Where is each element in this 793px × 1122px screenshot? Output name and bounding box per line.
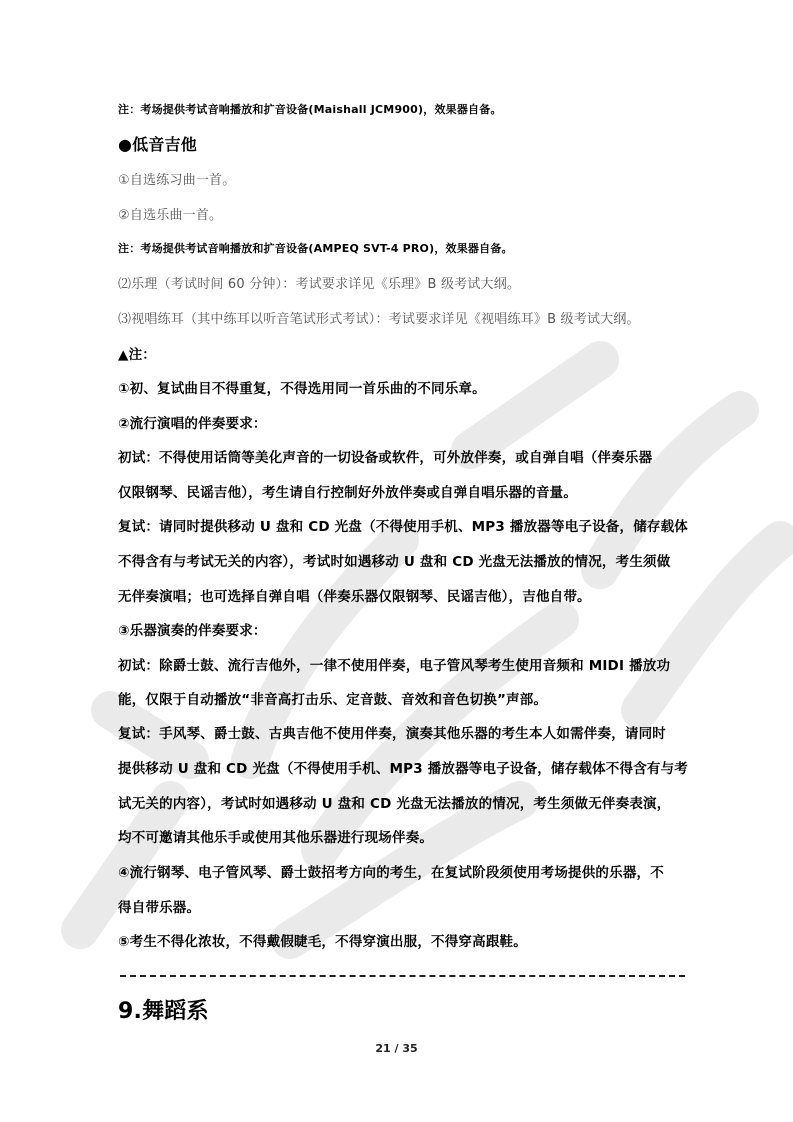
paragraph-line: 复试：请同时提供移动 U 盘和 CD 光盘（不得使用手机、MP3 播放器等电子设备，储存载体 xyxy=(118,519,688,535)
paragraph-line: ②流行演唱的伴奏要求： xyxy=(118,416,267,432)
list-item: ②自选乐曲一首。 xyxy=(118,208,223,223)
note-line: 注：考场提供考试音响播放和扩音设备(Maishall JCM900)，效果器自备。 xyxy=(118,103,502,116)
paragraph-line: 初试：不得使用话筒等美化声音的一切设备或软件，可外放伴奏，或自弹自唱（伴奏乐器 xyxy=(118,450,653,466)
paragraph-line: 仅限钢琴、民谣吉他），考生请自行控制好外放伴奏或自弹自唱乐器的音量。 xyxy=(118,485,578,501)
notes-heading: ▲注： xyxy=(118,347,156,363)
list-item: ⑵乐理（考试时间 60 分钟）：考试要求详见《乐理》B 级考试大纲。 xyxy=(118,277,521,292)
paragraph-line: 提供移动 U 盘和 CD 光盘（不得使用手机、MP3 播放器等电子设备，储存载体不得含有与考 xyxy=(118,761,688,777)
paragraph-line: 无伴奏演唱；也可选择自弹自唱（伴奏乐器仅限钢琴、民谣吉他），吉他自带。 xyxy=(118,589,591,605)
paragraph-line: 初试：除爵士鼓、流行吉他外，一律不使用伴奏，电子管风琴考生使用音频和 MIDI 播放功 xyxy=(118,658,671,674)
note-line: 注：考场提供考试音响播放和扩音设备(AMPEQ SVT-4 PRO)，效果器自备。 xyxy=(118,242,513,255)
list-item: ①自选练习曲一首。 xyxy=(118,173,236,188)
paragraph-line: ③乐器演奏的伴奏要求： xyxy=(118,623,267,639)
list-item: ⑶视唱练耳（其中练耳以听音笔试形式考试）：考试要求详见《视唱练耳》B 级考试大纲。 xyxy=(118,312,640,327)
section-subheading: ●低音吉他 xyxy=(118,135,197,154)
paragraph-line: ④流行钢琴、电子管风琴、爵士鼓招考方向的考生，在复试阶段须使用考场提供的乐器，不 xyxy=(118,865,664,881)
paragraph-line: 试无关的内容），考试时如遇移动 U 盘和 CD 光盘无法播放的情况，考生须做无伴奏表演， xyxy=(118,796,671,812)
paragraph-line: ⑤考生不得化浓妆，不得戴假睫毛，不得穿演出服，不得穿高跟鞋。 xyxy=(118,934,527,950)
page-number: 21 / 35 xyxy=(375,1042,418,1055)
paragraph-line: 均不可邀请其他乐手或使用其他乐器进行现场伴奏。 xyxy=(118,830,434,846)
paragraph-line: 不得含有与考试无关的内容），考试时如遇移动 U 盘和 CD 光盘无法播放的情况，考生须做 xyxy=(118,554,671,570)
paragraph-line: 能，仅限于自动播放“非音高打击乐、定音鼓、音效和音色切换”声部。 xyxy=(118,692,548,708)
paragraph-line: ①初、复试曲目不得重复，不得选用同一首乐曲的不同乐章。 xyxy=(118,381,486,397)
dashed-divider xyxy=(120,975,685,977)
paragraph-line: 得自带乐器。 xyxy=(118,900,201,916)
section-heading: 9.舞蹈系 xyxy=(118,999,209,1024)
paragraph-line: 复试：手风琴、爵士鼓、古典吉他不使用伴奏，演奏其他乐器的考生本人如需伴奏，请同时 xyxy=(118,726,666,742)
